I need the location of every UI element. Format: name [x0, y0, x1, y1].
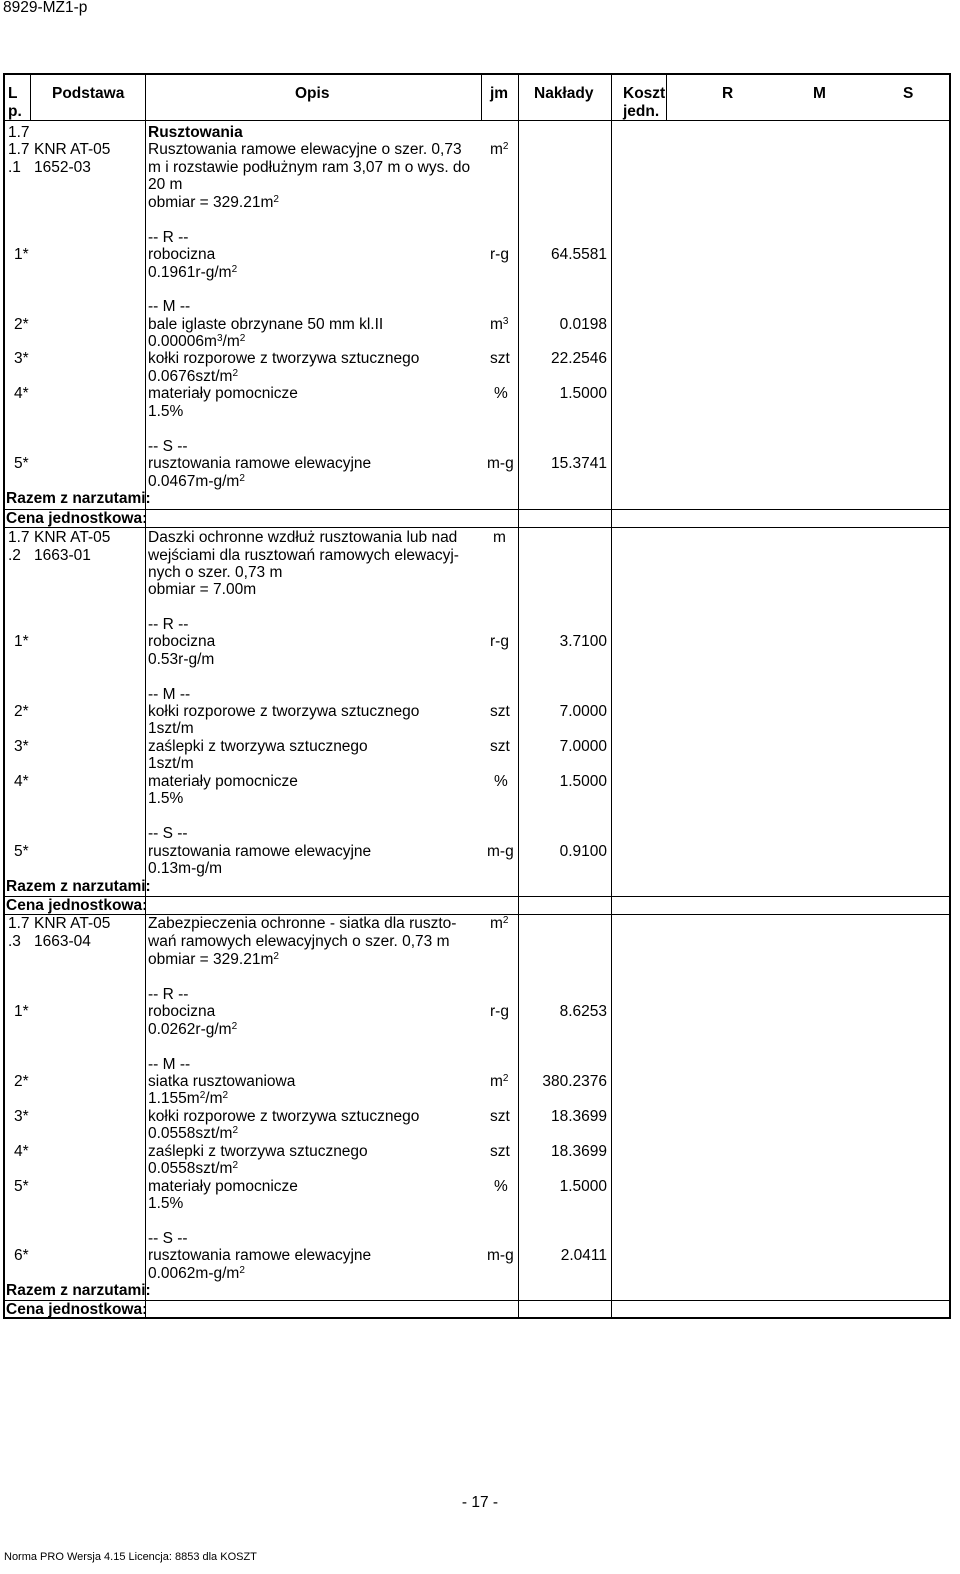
- resource-value: 1.5000: [559, 773, 607, 790]
- resource-norm: $0.0676szt/m^2$: [148, 368, 238, 385]
- resource-value: 1.5000: [559, 385, 607, 402]
- resource-number: 5*: [14, 843, 29, 860]
- col-divider: [666, 73, 667, 120]
- item-lp: 1.7: [8, 529, 30, 546]
- resource-number: 3*: [14, 1108, 29, 1125]
- col-divider: [518, 73, 519, 1319]
- group-label-r: -- R --: [148, 986, 189, 1003]
- resource-value: 0.9100: [559, 843, 607, 860]
- resource-number: 1*: [14, 246, 29, 263]
- resource-value: 2.0411: [560, 1247, 607, 1264]
- resource-unit: szt: [490, 1108, 510, 1125]
- item-obmiar: obmiar = $329.21m^2$: [148, 194, 279, 211]
- group-label-m: -- M --: [148, 686, 191, 703]
- group-label-m: -- M --: [148, 298, 191, 315]
- resource-norm: 1.5%: [148, 403, 184, 420]
- resource-number: 2*: [14, 703, 29, 720]
- col-divider: [611, 73, 612, 1319]
- resource-unit: szt: [490, 1143, 510, 1160]
- header-podstawa: Podstawa: [52, 85, 125, 102]
- row-divider: [3, 527, 951, 528]
- resource-value: 22.2546: [550, 350, 607, 367]
- item-knr-code: 1652-03: [34, 159, 91, 176]
- resource-value: 0.0198: [559, 316, 607, 333]
- resource-unit: %: [494, 773, 508, 790]
- resource-unit: szt: [490, 738, 510, 755]
- resource-value: 3.7100: [559, 633, 607, 650]
- item-unit: $m^2$: [490, 915, 509, 932]
- header-r: R: [722, 85, 734, 102]
- resource-norm: $0.1961r-g/m^2$: [148, 264, 238, 281]
- resource-value: 7.0000: [559, 703, 607, 720]
- item-description: Rusztowania ramowe elewacyjne o szer. 0,73: [148, 141, 462, 158]
- resource-number: 5*: [14, 1178, 29, 1195]
- resource-unit: r-g: [490, 246, 509, 263]
- resource-number: 2*: [14, 1073, 29, 1090]
- item-unit: $m^2$: [490, 141, 509, 158]
- section-lp: 1.7: [8, 124, 30, 141]
- col-divider: [30, 73, 31, 120]
- resource-norm: 1szt/m: [148, 720, 194, 737]
- resource-number: 1*: [14, 633, 29, 650]
- header-koszt-jedn: jedn.: [623, 103, 660, 120]
- resource-name: rusztowania ramowe elewacyjne: [148, 1247, 372, 1264]
- resource-unit: %: [494, 385, 508, 402]
- group-label-s: -- S --: [148, 825, 188, 842]
- footer-license: Norma PRO Wersja 4.15 Licencja: 8853 dla KOSZT: [4, 1551, 257, 1563]
- resource-name: siatka rusztowaniowa: [148, 1073, 296, 1090]
- resource-value: 64.5581: [550, 246, 607, 263]
- resource-name: materiały pomocnicze: [148, 773, 298, 790]
- resource-number: 1*: [14, 1003, 29, 1020]
- resource-norm: 1szt/m: [148, 755, 194, 772]
- resource-unit: $m^2$: [490, 1073, 509, 1090]
- item-knr: KNR AT-05: [34, 141, 111, 158]
- resource-norm: $0.0558szt/m^2$: [148, 1125, 238, 1142]
- cena-label: Cena jednostkowa:: [6, 510, 148, 527]
- resource-value: 1.5000: [559, 1178, 607, 1195]
- document-id: 8929-MZ1-p: [3, 0, 88, 16]
- group-label-m: -- M --: [148, 1056, 191, 1073]
- resource-value: 15.3741: [550, 455, 607, 472]
- resource-name: robocizna: [148, 633, 216, 650]
- resource-name: kołki rozporowe z tworzywa sztucznego: [148, 703, 420, 720]
- header-lp-line2: p.: [8, 103, 22, 120]
- resource-value: 380.2376: [542, 1073, 607, 1090]
- resource-number: 5*: [14, 455, 29, 472]
- resource-unit: %: [494, 1178, 508, 1195]
- resource-number: 3*: [14, 350, 29, 367]
- resource-norm: 1.5%: [148, 1195, 184, 1212]
- item-knr: KNR AT-05: [34, 529, 111, 546]
- resource-norm: 0.53r-g/m: [148, 651, 215, 668]
- item-knr-code: 1663-04: [34, 933, 91, 950]
- item-description: nych o szer. 0,73 m: [148, 564, 283, 581]
- resource-value: 7.0000: [559, 738, 607, 755]
- item-knr: KNR AT-05: [34, 915, 111, 932]
- resource-unit: r-g: [490, 1003, 509, 1020]
- resource-norm: 0.13m-g/m: [148, 860, 223, 877]
- razem-label: Razem z narzutami:: [6, 878, 151, 895]
- col-divider: [481, 73, 482, 120]
- resource-name: rusztowania ramowe elewacyjne: [148, 455, 372, 472]
- resource-name: robocizna: [148, 1003, 216, 1020]
- resource-number: 3*: [14, 738, 29, 755]
- resource-name: kołki rozporowe z tworzywa sztucznego: [148, 350, 420, 367]
- header-naklady: Nakłady: [534, 85, 594, 102]
- item-lp-sub: .2: [8, 547, 21, 564]
- group-label-r: -- R --: [148, 229, 189, 246]
- header-opis: Opis: [295, 85, 330, 102]
- header-lp-line1: L: [8, 85, 18, 102]
- resource-number: 4*: [14, 773, 29, 790]
- item-lp-sub: .3: [8, 933, 21, 950]
- header-s: S: [903, 85, 914, 102]
- section-title: Rusztowania: [148, 124, 243, 141]
- resource-number: 4*: [14, 385, 29, 402]
- resource-name: materiały pomocnicze: [148, 1178, 298, 1195]
- item-obmiar: obmiar = $329.21m^2$: [148, 951, 279, 968]
- item-description: wań ramowych elewacyjnych o szer. 0,73 m: [148, 933, 450, 950]
- resource-unit: m-g: [487, 843, 514, 860]
- row-divider: [3, 914, 951, 915]
- item-description: wejściami dla rusztowań ramowych elewacyj-: [148, 547, 459, 564]
- item-obmiar: obmiar = 7.00m: [148, 581, 257, 598]
- resource-name: kołki rozporowe z tworzywa sztucznego: [148, 1108, 420, 1125]
- resource-norm: $0.0558szt/m^2$: [148, 1160, 238, 1177]
- resource-value: 8.6253: [559, 1003, 607, 1020]
- resource-unit: $m^3$: [490, 316, 509, 333]
- resource-norm: $0.0467m-g/m^2$: [148, 473, 245, 490]
- resource-number: 2*: [14, 316, 29, 333]
- col-divider: [145, 73, 146, 1319]
- resource-name: robocizna: [148, 246, 216, 263]
- item-unit: m: [493, 529, 506, 546]
- resource-norm: $0.00006m^3/m^2$: [148, 333, 246, 350]
- resource-norm: 1.5%: [148, 790, 184, 807]
- item-description: Daszki ochronne wzdłuż rusztowania lub nad: [148, 529, 458, 546]
- item-lp: 1.7: [8, 141, 30, 158]
- item-description: Zabezpieczenia ochronne - siatka dla rusztо-: [148, 915, 457, 932]
- resource-name: zaślepki z tworzywa sztucznego: [148, 1143, 368, 1160]
- resource-value: 18.3699: [550, 1108, 607, 1125]
- resource-norm: $1.155m^2/m^2$: [148, 1090, 229, 1107]
- item-lp: 1.7: [8, 915, 30, 932]
- item-lp-sub: .1: [8, 159, 21, 176]
- resource-unit: m-g: [487, 1247, 514, 1264]
- item-description: 20 m: [148, 176, 183, 193]
- cena-label: Cena jednostkowa:: [6, 897, 148, 914]
- resource-name: materiały pomocnicze: [148, 385, 298, 402]
- resource-name: zaślepki z tworzywa sztucznego: [148, 738, 368, 755]
- item-knr-code: 1663-01: [34, 547, 91, 564]
- resource-number: 6*: [14, 1247, 29, 1264]
- group-label-s: -- S --: [148, 438, 188, 455]
- resource-name: rusztowania ramowe elewacyjne: [148, 843, 372, 860]
- resource-unit: m-g: [487, 455, 514, 472]
- resource-unit: szt: [490, 350, 510, 367]
- header-koszt: Koszt: [623, 85, 666, 102]
- resource-value: 18.3699: [550, 1143, 607, 1160]
- resource-unit: szt: [490, 703, 510, 720]
- resource-name: bale iglaste obrzynane 50 mm kl.II: [148, 316, 384, 333]
- razem-label: Razem z narzutami:: [6, 490, 151, 507]
- resource-norm: $0.0062m-g/m^2$: [148, 1265, 245, 1282]
- item-description: m i rozstawie podłużnym ram 3,07 m o wys. do: [148, 159, 471, 176]
- header-jm: jm: [490, 85, 509, 102]
- cena-label: Cena jednostkowa:: [6, 1301, 148, 1318]
- group-label-s: -- S --: [148, 1230, 188, 1247]
- resource-unit: r-g: [490, 633, 509, 650]
- page-number: - 17 -: [461, 1494, 499, 1511]
- resource-norm: $0.0262r-g/m^2$: [148, 1021, 238, 1038]
- razem-label: Razem z narzutami:: [6, 1282, 151, 1299]
- group-label-r: -- R --: [148, 616, 189, 633]
- resource-number: 4*: [14, 1143, 29, 1160]
- header-m: M: [813, 85, 826, 102]
